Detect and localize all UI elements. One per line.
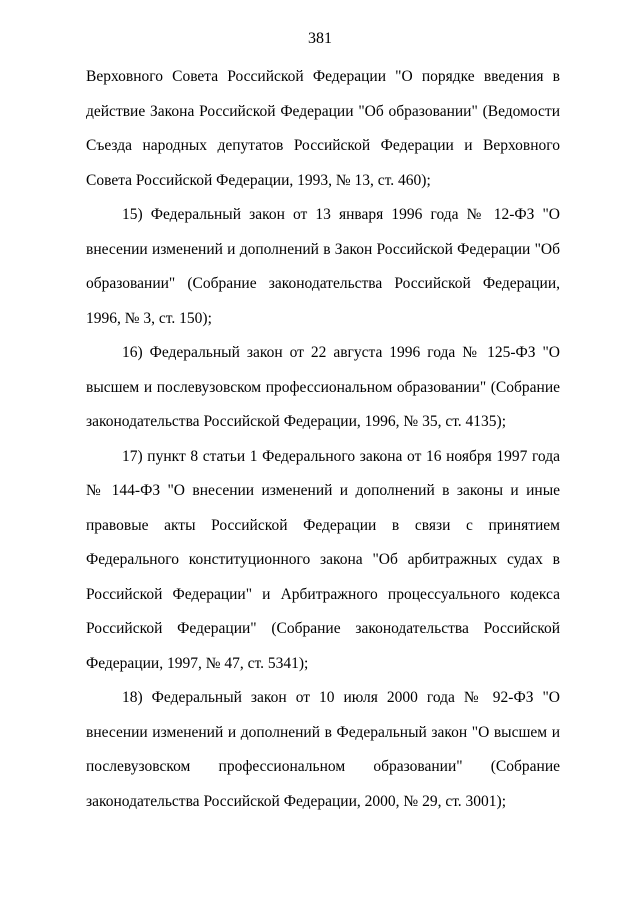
paragraph-item-15: 15) Федеральный закон от 13 января 1996 года № 12-ФЗ "О внесении изменений и дополнений в Закон Российской Федерации "Об образовании" (Собрание законодательства Российской Федерации, 1996, № 3, ст. 150); [86, 206, 560, 327]
document-body [86, 60, 560, 819]
paragraph-item-18: 18) Федеральный закон от 10 июля 2000 года № 92-ФЗ "О внесении изменений и дополнений в Федеральный закон "О высшем и послевузовском профессиональном образовании" (Собрание законодательства Российской Федерации, 2000, № 29, ст. 3001); [86, 689, 560, 810]
paragraph-item-17: 17) пункт 8 статьи 1 Федерального закона от 16 ноября 1997 года № 144-ФЗ "О внесении изменений и дополнений в законы и иные правовые акты Российской Федерации в связи с принятием Федерального конституционного закона "Об арбитражных судах в Российской Федерации" и Арбитражного процессуального кодекса Российской Федерации" (Собрание законодательства Российской Федерации, 1997, № 47, ст. 5341); [86, 447, 560, 672]
page-number: 381 [308, 30, 332, 47]
paragraph-continuation: Верховного Совета Российской Федерации "О порядке введения в действие Закона Российской Федерации "Об образовании" (Ведомости Съезда народных депутатов Российской Федерации и Верховного Совета Российской Федерации, 1993, № 13, ст. 460); [86, 68, 560, 189]
paragraph-item-16: 16) Федеральный закон от 22 августа 1996 года № 125-ФЗ "О высшем и послевузовском профессиональном образовании" (Собрание законодательства Российской Федерации, 1996, № 35, ст. 4135); [86, 344, 560, 430]
